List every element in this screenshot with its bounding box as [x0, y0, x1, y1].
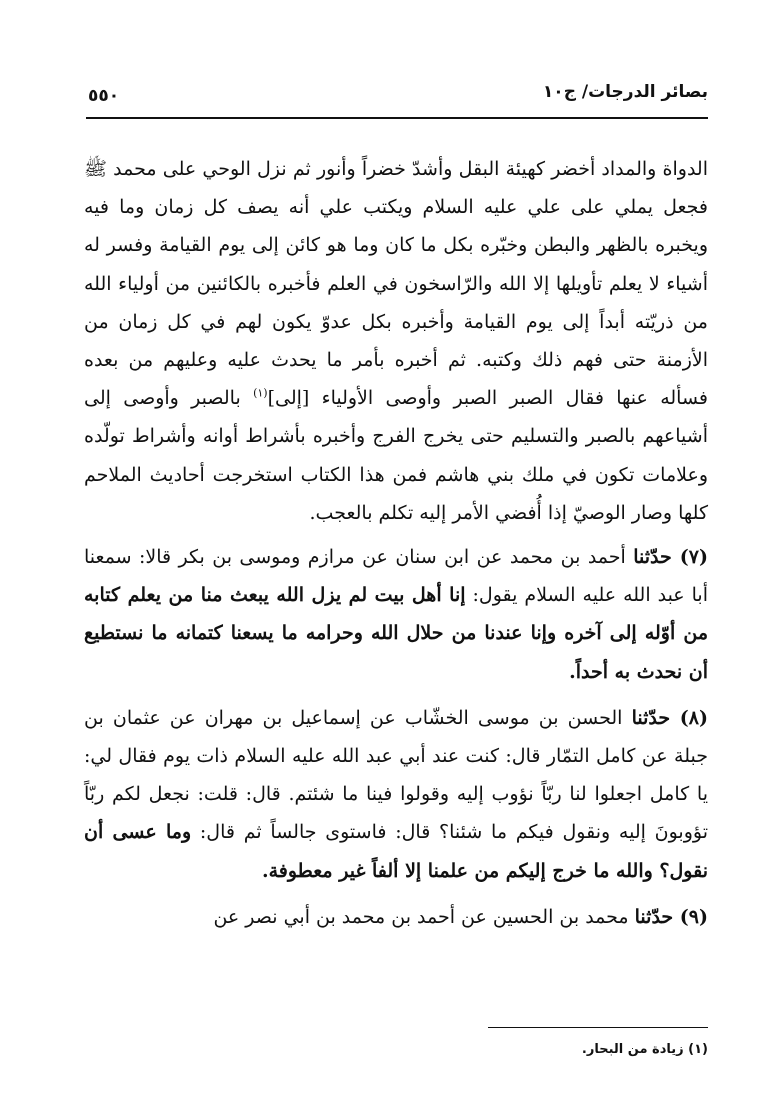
paragraph-text: الدواة والمداد أخضر كهيئة البقل وأشدّ خضراً وأنور ثم نزل الوحي على محمد ﷺ فجعل يملي على علي عليه السلام ويكتب علي أنه يصف كل زمان وما فيه ويخبره بالظهر والبطن وخبّره بكل ما كان وما هو كائن إلى يوم القيامة وفسر له أشياء لا يعلم تأويلها إلا الله والرّاسخون في العلم فأخبره بالكائنين من أولياء الله من ذريّته أبداً إلى يوم القيامة وأخبره بكل عدوّ يكون لهم في كل زمان من الأزمنة حتى فهم ذلك وكتبه. ثم أخبره بأمر ما يحدث عليه وعليهم من بعده فسأله عنها فقال الصبر الصبر وأوصى الأولياء [إلى] [84, 158, 708, 410]
running-header [88, 76, 708, 116]
hadith-number: (٨) حدّثنا [631, 706, 708, 729]
footnote-divider [488, 1027, 708, 1028]
hadith-number: (٧) حدّثنا [633, 546, 708, 569]
hadith-quote: إنا أهل بيت لم يزل الله يبعث منا من يعلم كتابه من أوّله إلى آخره وإنا عندنا من حلال الله وحرامه ما يسعنا كتمانه ما نستطيع أن نحدث به أحداً. [84, 584, 708, 683]
paragraph-continuation [84, 150, 708, 532]
header-divider [86, 117, 708, 119]
hadith-8 [84, 699, 708, 890]
hadith-chain: الحسن بن موسى الخشّاب عن إسماعيل بن مهران عن عثمان بن جبلة عن كامل التمّار قال: كنت عند أبي عبد الله عليه السلام ذات يوم فقال لي: يا كامل اجعلوا لنا ربّاً نؤوب إليه وقولوا فينا ما شئتم. قال: قلت: نجعل لكم ربّاً تؤوبونَ إليه ونقول فيكم ما شئنا؟ قال: فاستوى جالساً ثم قال: [84, 706, 708, 844]
hadith-7 [84, 538, 708, 691]
paragraph-text: بالصبر وأوصى إلى أشياعهم بالصبر والتسليم حتى يخرج الفرج وأخبره بأشراط أوانه وأشراط تولّده وعلامات تكون في ملك بني هاشم فمن هذا الكتاب استخرجت أحاديث الملاحم كلها وصار الوصيّ إذا أُفضي الأمر إليه تكلم بالعجب. [84, 387, 708, 524]
page-number: ٥٥٠ [88, 86, 120, 106]
hadith-number: (٩) حدّثنا [634, 905, 708, 928]
footnote: (١) زيادة من البحار. [581, 1042, 708, 1057]
hadith-9 [84, 898, 708, 936]
running-header-title: بصائر الدرجات/ ج١٠ [542, 82, 708, 102]
hadith-quote: وما عسى أن نقول؟ والله ما خرج إليكم من علمنا إلا ألفاً غير معطوفة. [84, 821, 708, 882]
hadith-chain: محمد بن الحسين عن أحمد بن محمد بن أبي نصر عن [213, 905, 635, 928]
hadith-chain: أحمد بن محمد عن ابن سنان عن مرازم وموسى بن بكر قالا: سمعنا أبا عبد الله عليه السلام يقول: [84, 546, 708, 607]
main-text [84, 150, 708, 944]
footnote-reference: (١) [253, 386, 268, 400]
